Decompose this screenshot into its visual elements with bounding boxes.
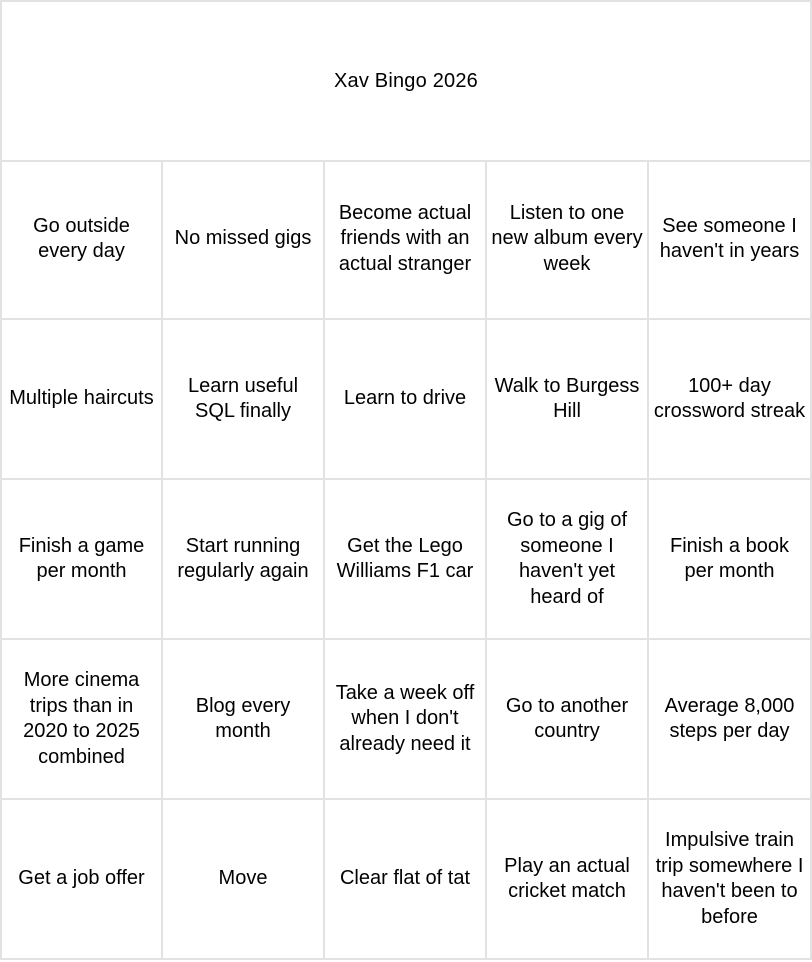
bingo-cell-text: No missed gigs (174, 227, 312, 250)
bingo-cell-text: Learn to drive (343, 387, 467, 410)
bingo-cell (649, 320, 812, 480)
bingo-cell (487, 320, 649, 480)
bingo-cell (0, 640, 163, 800)
bingo-cell (0, 480, 163, 640)
bingo-cell (649, 480, 812, 640)
bingo-cell (0, 800, 163, 960)
bingo-cell (487, 480, 649, 640)
bingo-cell (649, 640, 812, 800)
bingo-cell-text: See someone I haven't in years (659, 214, 800, 262)
bingo-cell (487, 160, 649, 320)
bingo-cell (163, 480, 325, 640)
bingo-cell-text: Go outside every day (33, 214, 130, 262)
bingo-cell (325, 320, 487, 480)
bingo-cell-text: Average 8,000 steps per day (664, 694, 795, 742)
bingo-title: Xav Bingo 2026 (0, 0, 812, 162)
bingo-cell-text: Walk to Burgess Hill (494, 374, 640, 422)
bingo-cell (487, 800, 649, 960)
bingo-cell (325, 800, 487, 960)
bingo-cell-text: Get the Lego Williams F1 car (336, 534, 474, 582)
bingo-cell-text: Play an actual cricket match (504, 854, 630, 902)
bingo-grid (0, 160, 812, 962)
bingo-cell-text: Go to a gig of someone I haven't yet heard of (506, 509, 628, 608)
bingo-cell (487, 640, 649, 800)
bingo-cell-text: Start running regularly again (177, 534, 309, 582)
bingo-cell (163, 800, 325, 960)
bingo-cell-text: 100+ day crossword streak (653, 374, 806, 422)
bingo-cell-text: Finish a game per month (18, 534, 145, 582)
bingo-cell (0, 160, 163, 320)
bingo-cell-text: Become actual friends with an actual stranger (338, 201, 472, 275)
bingo-cell (163, 320, 325, 480)
bingo-cell (325, 480, 487, 640)
bingo-cell (325, 160, 487, 320)
bingo-cell-text: Learn useful SQL finally (187, 374, 299, 422)
bingo-cell-text: Impulsive train trip somewhere I haven't been to before (655, 829, 804, 928)
bingo-cell-text: Take a week off when I don't already need it (335, 681, 475, 755)
bingo-cell-text: Multiple haircuts (9, 387, 154, 410)
bingo-cell-text: Move (218, 867, 268, 890)
bingo-cell-text: Blog every month (195, 694, 291, 742)
bingo-cell (163, 160, 325, 320)
bingo-cell (163, 640, 325, 800)
bingo-cell-text: Finish a book per month (670, 534, 789, 582)
bingo-cell (325, 640, 487, 800)
bingo-cell-text: Get a job offer (18, 867, 145, 890)
bingo-cell (649, 160, 812, 320)
bingo-cell (0, 320, 163, 480)
bingo-cell (649, 800, 812, 960)
bingo-cell-text: Listen to one new album every week (491, 201, 643, 275)
bingo-cell-text: Go to another country (505, 694, 629, 742)
bingo-cell-text: More cinema trips than in 2020 to 2025 combined (23, 669, 140, 768)
bingo-cell-text: Clear flat of tat (339, 867, 471, 890)
